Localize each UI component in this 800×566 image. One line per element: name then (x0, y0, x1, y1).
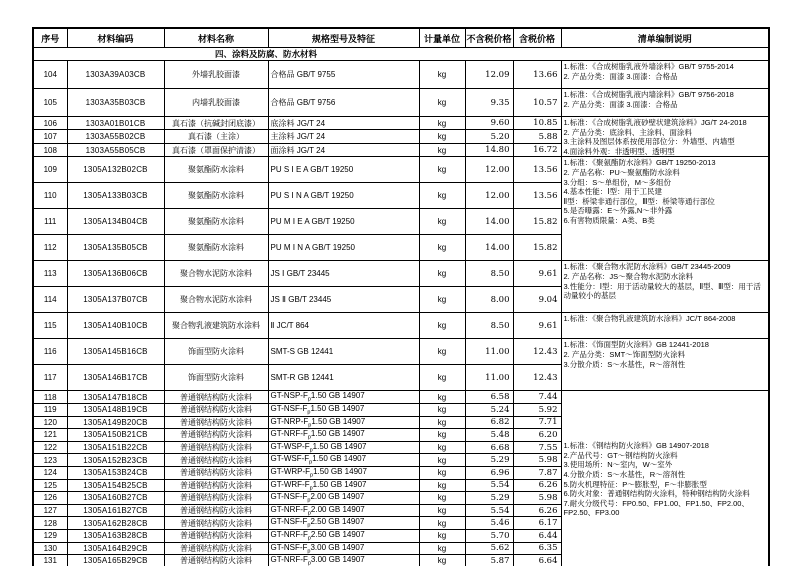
cell-serial-number: 117 (33, 365, 67, 391)
cell-price-incl-tax: 7.87 (513, 466, 561, 479)
cell-unit: kg (419, 391, 465, 404)
cell-unit: kg (419, 209, 465, 235)
table-row-109 (33, 157, 769, 183)
cell-price-incl-tax: 10.85 (513, 117, 561, 130)
cell-price-incl-tax: 10.57 (513, 89, 561, 117)
cell-material-code: 1305A153B24CB (67, 466, 164, 479)
cell-material-code: 1305A147B18CB (67, 391, 164, 404)
cell-price-excl-tax: 5.20 (465, 130, 513, 143)
cell-price-excl-tax: 5.70 (465, 529, 513, 542)
cell-serial-number: 128 (33, 517, 67, 530)
cell-material-code: 1305A151B22CB (67, 441, 164, 454)
cell-compilation-notes (561, 261, 769, 313)
cell-material-code: 1305A160B27CB (67, 492, 164, 505)
cell-material-code: 1305A132B02CB (67, 157, 164, 183)
cell-serial-number: 108 (33, 143, 67, 156)
cell-material-code: 1305A133B03CB (67, 183, 164, 209)
cell-compilation-notes (561, 157, 769, 261)
cell-price-incl-tax: 7.55 (513, 441, 561, 454)
table-row-104 (33, 61, 769, 89)
note-line: 2. 产品分类：面漆 3.面漆：合格品 (563, 71, 678, 81)
cell-unit: kg (419, 313, 465, 339)
note-line: 6.有害物质限量：A类、B类 (563, 215, 655, 225)
cell-unit: kg (419, 517, 465, 530)
cell-serial-number: 115 (33, 313, 67, 339)
cell-spec-model: 底涂料 JG/T 24 (268, 117, 419, 130)
cell-price-excl-tax: 5.87 (465, 555, 513, 566)
cell-serial-number: 109 (33, 157, 67, 183)
cell-price-incl-tax: 7.71 (513, 416, 561, 429)
cell-price-incl-tax: 13.66 (513, 61, 561, 89)
cell-unit: kg (419, 454, 465, 467)
cell-price-excl-tax: 8.50 (465, 313, 513, 339)
cell-spec-model: Ⅱ JC/T 864 (268, 313, 419, 339)
cell-spec-model: $GT-NSF-F_p2.50$ GB 14907 (268, 517, 419, 530)
cell-unit: kg (419, 504, 465, 517)
cell-spec-model: PU M Ⅰ E A GB/T 19250 (268, 209, 419, 235)
cell-spec-model: 合格品 GB/T 9756 (268, 89, 419, 117)
section-row (33, 48, 769, 61)
cell-material-code: 1305A150B21CB (67, 429, 164, 442)
note-line: 1.标准：《饰面型防火涂料》GB 12441-2018 (563, 340, 709, 350)
cell-material-name: 普通钢结构防火涂料 (164, 416, 268, 429)
note-line: 1.标准：《合成树脂乳液砂壁状建筑涂料》JG/T 24-2018 (563, 118, 747, 127)
cell-material-name: 普通钢结构防火涂料 (164, 555, 268, 566)
cell-price-excl-tax: 5.48 (465, 429, 513, 442)
cell-price-excl-tax: 5.24 (465, 403, 513, 416)
cell-spec-model: $GT-NRF-F_p3.00$ GB 14907 (268, 555, 419, 566)
column-header-3: 规格型号及特征 (268, 28, 419, 48)
cell-serial-number: 104 (33, 61, 67, 89)
cell-material-name: 普通钢结构防火涂料 (164, 517, 268, 530)
cell-serial-number: 119 (33, 403, 67, 416)
cell-spec-model: $GT-WSF-F_p1.50$ GB 14907 (268, 454, 419, 467)
cell-spec-model: SMT-R GB 12441 (268, 365, 419, 391)
cell-price-incl-tax: 15.82 (513, 209, 561, 235)
note-line: 5.防火机理特征：P～膨胀型，F～非膨胀型 (563, 479, 707, 489)
cell-serial-number: 114 (33, 287, 67, 313)
cell-material-name: 聚合物水泥防水涂料 (164, 287, 268, 313)
cell-material-code: 1305A145B16CB (67, 339, 164, 365)
note-line: 5.是否曝露：E～外露,N～非外露 (563, 206, 673, 216)
cell-price-excl-tax: 9.60 (465, 117, 513, 130)
cell-unit: kg (419, 183, 465, 209)
cell-unit: kg (419, 235, 465, 261)
note-line: 2. 产品分类：SMT～饰面型防火涂料 (563, 349, 686, 359)
cell-spec-model: $GT-NRF-F_p1.50$ GB 14907 (268, 429, 419, 442)
cell-serial-number: 105 (33, 89, 67, 117)
cell-price-excl-tax: 11.00 (465, 365, 513, 391)
cell-material-code: 1305A149B20CB (67, 416, 164, 429)
cell-unit: kg (419, 492, 465, 505)
cell-material-name: 真石漆（主涂） (164, 130, 268, 143)
cell-serial-number: 129 (33, 529, 67, 542)
column-header-4: 计量单位 (419, 28, 465, 48)
table-row-118 (33, 391, 769, 404)
cell-material-name: 普通钢结构防火涂料 (164, 542, 268, 555)
cell-serial-number: 131 (33, 555, 67, 566)
cell-compilation-notes (561, 391, 769, 566)
cell-price-incl-tax: 7.44 (513, 391, 561, 404)
cell-serial-number: 118 (33, 391, 67, 404)
cell-price-excl-tax: 12.09 (465, 61, 513, 89)
cell-material-code: 1305A136B06CB (67, 261, 164, 287)
note-line: 2.产品代号：GT～钢结构防火涂料 (563, 450, 678, 460)
cell-spec-model: PU M Ⅰ N A GB/T 19250 (268, 235, 419, 261)
cell-material-code: 1305A161B27CB (67, 504, 164, 517)
cell-unit: kg (419, 555, 465, 566)
cell-price-excl-tax: 12.00 (465, 157, 513, 183)
cell-spec-model: PU S Ⅰ E A GB/T 19250 (268, 157, 419, 183)
cell-unit: kg (419, 130, 465, 143)
note-line: 4.分散介质：S～水基性，R～溶剂性 (563, 469, 686, 479)
cell-price-incl-tax: 9.61 (513, 313, 561, 339)
cell-serial-number: 122 (33, 441, 67, 454)
cell-serial-number: 107 (33, 130, 67, 143)
table-row-105 (33, 89, 769, 117)
cell-material-name: 普通钢结构防火涂料 (164, 454, 268, 467)
cell-compilation-notes (561, 117, 769, 157)
cell-spec-model: $GT-NSF-F_p2.00$ GB 14907 (268, 492, 419, 505)
cell-material-code: 1305A152B23CB (67, 454, 164, 467)
cell-material-code: 1305A165B29CB (67, 555, 164, 566)
cell-serial-number: 126 (33, 492, 67, 505)
cell-unit: kg (419, 365, 465, 391)
table-row-106 (33, 117, 769, 130)
column-header-0: 序号 (33, 28, 67, 48)
cell-spec-model: $GT-WRP-F_p1.50$ GB 14907 (268, 466, 419, 479)
cell-price-excl-tax: 14.00 (465, 235, 513, 261)
cell-price-incl-tax: 15.82 (513, 235, 561, 261)
cell-material-name: 普通钢结构防火涂料 (164, 429, 268, 442)
cell-unit: kg (419, 403, 465, 416)
cell-spec-model: 合格品 GB/T 9755 (268, 61, 419, 89)
cell-price-excl-tax: 14.00 (465, 209, 513, 235)
cell-unit: kg (419, 429, 465, 442)
cell-price-excl-tax: 12.00 (465, 183, 513, 209)
section-title: 四、涂料及防腐、防水材料 (33, 48, 769, 61)
cell-material-code: 1305A146B17CB (67, 365, 164, 391)
cell-price-incl-tax: 6.26 (513, 504, 561, 517)
cell-serial-number: 113 (33, 261, 67, 287)
table-body (33, 48, 769, 566)
cell-material-name: 内墙乳胶面漆 (164, 89, 268, 117)
cell-price-excl-tax: 6.68 (465, 441, 513, 454)
cell-price-incl-tax: 12.43 (513, 339, 561, 365)
cell-material-code: 1305A134B04CB (67, 209, 164, 235)
note-line: 3.主涂料及图层体系按使用部位分：外墙型、内墙型 (563, 137, 735, 147)
cell-serial-number: 111 (33, 209, 67, 235)
cell-serial-number: 121 (33, 429, 67, 442)
cell-spec-model: JS Ⅱ GB/T 23445 (268, 287, 419, 313)
cell-serial-number: 130 (33, 542, 67, 555)
note-line: 1.标准：《聚氨酯防水涂料》GB/T 19250-2013 (563, 158, 716, 168)
cell-price-incl-tax: 6.35 (513, 542, 561, 555)
note-line: Ⅱ型：桥梁非通行部位，Ⅲ型：桥梁等通行部位 (563, 196, 715, 206)
cell-price-incl-tax: 6.20 (513, 429, 561, 442)
cell-material-code: 1305A163B28CB (67, 529, 164, 542)
cell-price-incl-tax: 5.98 (513, 492, 561, 505)
table-header (33, 28, 769, 48)
cell-spec-model: $GT-NSP-F_p1.50$ GB 14907 (268, 391, 419, 404)
cell-material-name: 普通钢结构防火涂料 (164, 529, 268, 542)
cell-material-name: 普通钢结构防火涂料 (164, 466, 268, 479)
note-line: 2. 产品分类：面漆 3.面漆：合格品 (563, 99, 678, 109)
cell-material-code: 1303A35B03CB (67, 89, 164, 117)
column-header-6: 含税价格 (513, 28, 561, 48)
cell-material-name: 聚合物水泥防水涂料 (164, 261, 268, 287)
cell-price-excl-tax: 5.54 (465, 479, 513, 492)
cell-unit: kg (419, 479, 465, 492)
cell-price-excl-tax: 6.58 (465, 391, 513, 404)
note-line: 4.面涂料外观：非透明型、透明型 (563, 146, 675, 156)
cell-material-code: 1303A39A03CB (67, 61, 164, 89)
cell-price-incl-tax: 5.98 (513, 454, 561, 467)
cell-serial-number: 112 (33, 235, 67, 261)
cell-price-incl-tax: 5.88 (513, 130, 561, 143)
cell-material-name: 聚氨酯防水涂料 (164, 183, 268, 209)
table-row-116 (33, 339, 769, 365)
note-line: 3.分组：S～单组份，M～多组份 (563, 177, 672, 187)
cell-material-name: 外墙乳胶面漆 (164, 61, 268, 89)
cell-serial-number: 124 (33, 466, 67, 479)
cell-spec-model: $GT-WSP-F_p1.50$ GB 14907 (268, 441, 419, 454)
cell-unit: kg (419, 261, 465, 287)
cell-serial-number: 125 (33, 479, 67, 492)
cell-price-excl-tax: 5.46 (465, 517, 513, 530)
cell-price-excl-tax: 6.96 (465, 466, 513, 479)
cell-spec-model: PU S Ⅰ N A GB/T 19250 (268, 183, 419, 209)
note-line: 1.标准：《钢结构防火涂料》GB 14907-2018 (563, 441, 709, 451)
cell-unit: kg (419, 287, 465, 313)
cell-material-name: 聚氨酯防水涂料 (164, 157, 268, 183)
table-row-113 (33, 261, 769, 287)
cell-material-code: 1305A162B28CB (67, 517, 164, 530)
cell-unit: kg (419, 542, 465, 555)
cell-price-incl-tax: 9.61 (513, 261, 561, 287)
cell-price-incl-tax: 6.26 (513, 479, 561, 492)
cell-material-code: 1305A154B25CB (67, 479, 164, 492)
note-line: 1.标准：《聚合物水泥防水涂料》GB/T 23445-2009 (563, 262, 731, 272)
note-line: 2. 产品名称：JS～聚合物水泥防水涂料 (563, 271, 694, 281)
cell-material-code: 1303A55B02CB (67, 130, 164, 143)
note-line: 1.标准：《聚合物乳液建筑防水涂料》JC/T 864-2008 (563, 314, 736, 324)
cell-serial-number: 106 (33, 117, 67, 130)
column-header-7: 清单编制说明 (561, 28, 769, 48)
cell-price-excl-tax: 14.80 (465, 143, 513, 156)
cell-spec-model: $GT-NRF-F_p2.50$ GB 14907 (268, 529, 419, 542)
cell-material-name: 聚氨酯防水涂料 (164, 235, 268, 261)
cell-material-name: 普通钢结构防火涂料 (164, 492, 268, 505)
cell-material-code: 1305A137B07CB (67, 287, 164, 313)
cell-spec-model: $GT-NRP-F_p1.50$ GB 14907 (268, 416, 419, 429)
cell-material-name: 饰面型防火涂料 (164, 339, 268, 365)
cell-unit: kg (419, 61, 465, 89)
note-line: 7.耐火分级代号：FP0.50、FP1.00、FP1.50、FP2.00、FP2.50、FP3.00 (563, 498, 749, 518)
cell-spec-model: 面涂料 JG/T 24 (268, 143, 419, 156)
cell-price-incl-tax: 13.56 (513, 183, 561, 209)
cell-price-incl-tax: 9.04 (513, 287, 561, 313)
cell-spec-model: JS Ⅰ GB/T 23445 (268, 261, 419, 287)
cell-compilation-notes (561, 313, 769, 339)
note-line: 6.防火对象：普通钢结构防火涂料，特种钢结构防火涂料 (563, 489, 750, 499)
cell-price-excl-tax: 8.00 (465, 287, 513, 313)
cell-unit: kg (419, 441, 465, 454)
cell-price-excl-tax: 11.00 (465, 339, 513, 365)
cell-material-name: 饰面型防火涂料 (164, 365, 268, 391)
cell-unit: kg (419, 157, 465, 183)
cell-price-incl-tax: 6.64 (513, 555, 561, 566)
cell-spec-model: $GT-NRF-F_p2.00$ GB 14907 (268, 504, 419, 517)
cell-price-incl-tax: 12.43 (513, 365, 561, 391)
cell-serial-number: 116 (33, 339, 67, 365)
note-line: 1.标准：《合成树脂乳液外墙涂料》GB/T 9755-2014 (563, 62, 734, 71)
column-header-5: 不含税价格 (465, 28, 513, 48)
cell-unit: kg (419, 117, 465, 130)
cell-serial-number: 120 (33, 416, 67, 429)
cell-material-code: 1303A55B05CB (67, 143, 164, 156)
cell-price-incl-tax: 5.92 (513, 403, 561, 416)
cell-material-name: 普通钢结构防火涂料 (164, 403, 268, 416)
cell-material-code: 1305A164B29CB (67, 542, 164, 555)
cell-material-name: 真石漆（抗碱封闭底漆） (164, 117, 268, 130)
cell-compilation-notes (561, 339, 769, 391)
cell-unit: kg (419, 529, 465, 542)
cell-unit: kg (419, 89, 465, 117)
cell-price-incl-tax: 16.72 (513, 143, 561, 156)
note-line: 3.性能分：Ⅰ型：用于活动量较大的基层，Ⅱ型、Ⅲ型：用于活动量较小的基层 (563, 281, 761, 301)
cell-price-excl-tax: 5.54 (465, 504, 513, 517)
cell-material-code: 1305A140B10CB (67, 313, 164, 339)
cell-serial-number: 123 (33, 454, 67, 467)
cell-material-name: 真石漆（罩面保护清漆） (164, 143, 268, 156)
column-header-2: 材料名称 (164, 28, 268, 48)
cell-spec-model: $GT-NSF-F_p1.50$ GB 14907 (268, 403, 419, 416)
cell-material-name: 普通钢结构防火涂料 (164, 391, 268, 404)
cell-price-excl-tax: 5.62 (465, 542, 513, 555)
cell-spec-model: $GT-WRF-F_p1.50$ GB 14907 (268, 479, 419, 492)
header-row (33, 28, 769, 48)
cell-compilation-notes (561, 89, 769, 117)
cell-material-name: 普通钢结构防火涂料 (164, 504, 268, 517)
note-line: 4.基本性能：Ⅰ型：用于工民建 (563, 187, 662, 197)
cell-serial-number: 127 (33, 504, 67, 517)
note-line: 3.使用场所：N～室内，W～室外 (563, 460, 673, 470)
cell-unit: kg (419, 143, 465, 156)
cell-serial-number: 110 (33, 183, 67, 209)
column-header-1: 材料编码 (67, 28, 164, 48)
cell-material-name: 普通钢结构防火涂料 (164, 441, 268, 454)
cell-price-incl-tax: 6.17 (513, 517, 561, 530)
cell-material-name: 聚合物乳液建筑防水涂料 (164, 313, 268, 339)
cell-price-incl-tax: 6.44 (513, 529, 561, 542)
cell-price-excl-tax: 5.29 (465, 492, 513, 505)
cell-material-code: 1305A148B19CB (67, 403, 164, 416)
note-line: 2. 产品名称：PU～聚氨酯防水涂料 (563, 167, 680, 177)
cell-price-excl-tax: 5.29 (465, 454, 513, 467)
cell-price-excl-tax: 6.82 (465, 416, 513, 429)
cell-material-code: 1303A01B01CB (67, 117, 164, 130)
cell-material-code: 1305A135B05CB (67, 235, 164, 261)
cell-price-excl-tax: 8.50 (465, 261, 513, 287)
cell-unit: kg (419, 416, 465, 429)
cell-price-excl-tax: 9.35 (465, 89, 513, 117)
note-line: 2. 产品分类：底涂料、主涂料、面涂料 (563, 127, 692, 137)
cell-material-name: 聚氨酯防水涂料 (164, 209, 268, 235)
cell-compilation-notes (561, 61, 769, 89)
cell-unit: kg (419, 466, 465, 479)
cell-spec-model: SMT-S GB 12441 (268, 339, 419, 365)
material-price-table (32, 27, 770, 566)
cell-spec-model: $GT-NSF-F_p3.00$ GB 14907 (268, 542, 419, 555)
cell-unit: kg (419, 339, 465, 365)
cell-price-incl-tax: 13.56 (513, 157, 561, 183)
note-line: 1.标准：《合成树脂乳液内墙涂料》GB/T 9756-2018 (563, 90, 734, 99)
cell-spec-model: 主涂料 JG/T 24 (268, 130, 419, 143)
table-row-115 (33, 313, 769, 339)
note-line: 3.分散介质：S～水基性，R～溶剂性 (563, 359, 686, 369)
cell-material-name: 普通钢结构防火涂料 (164, 479, 268, 492)
